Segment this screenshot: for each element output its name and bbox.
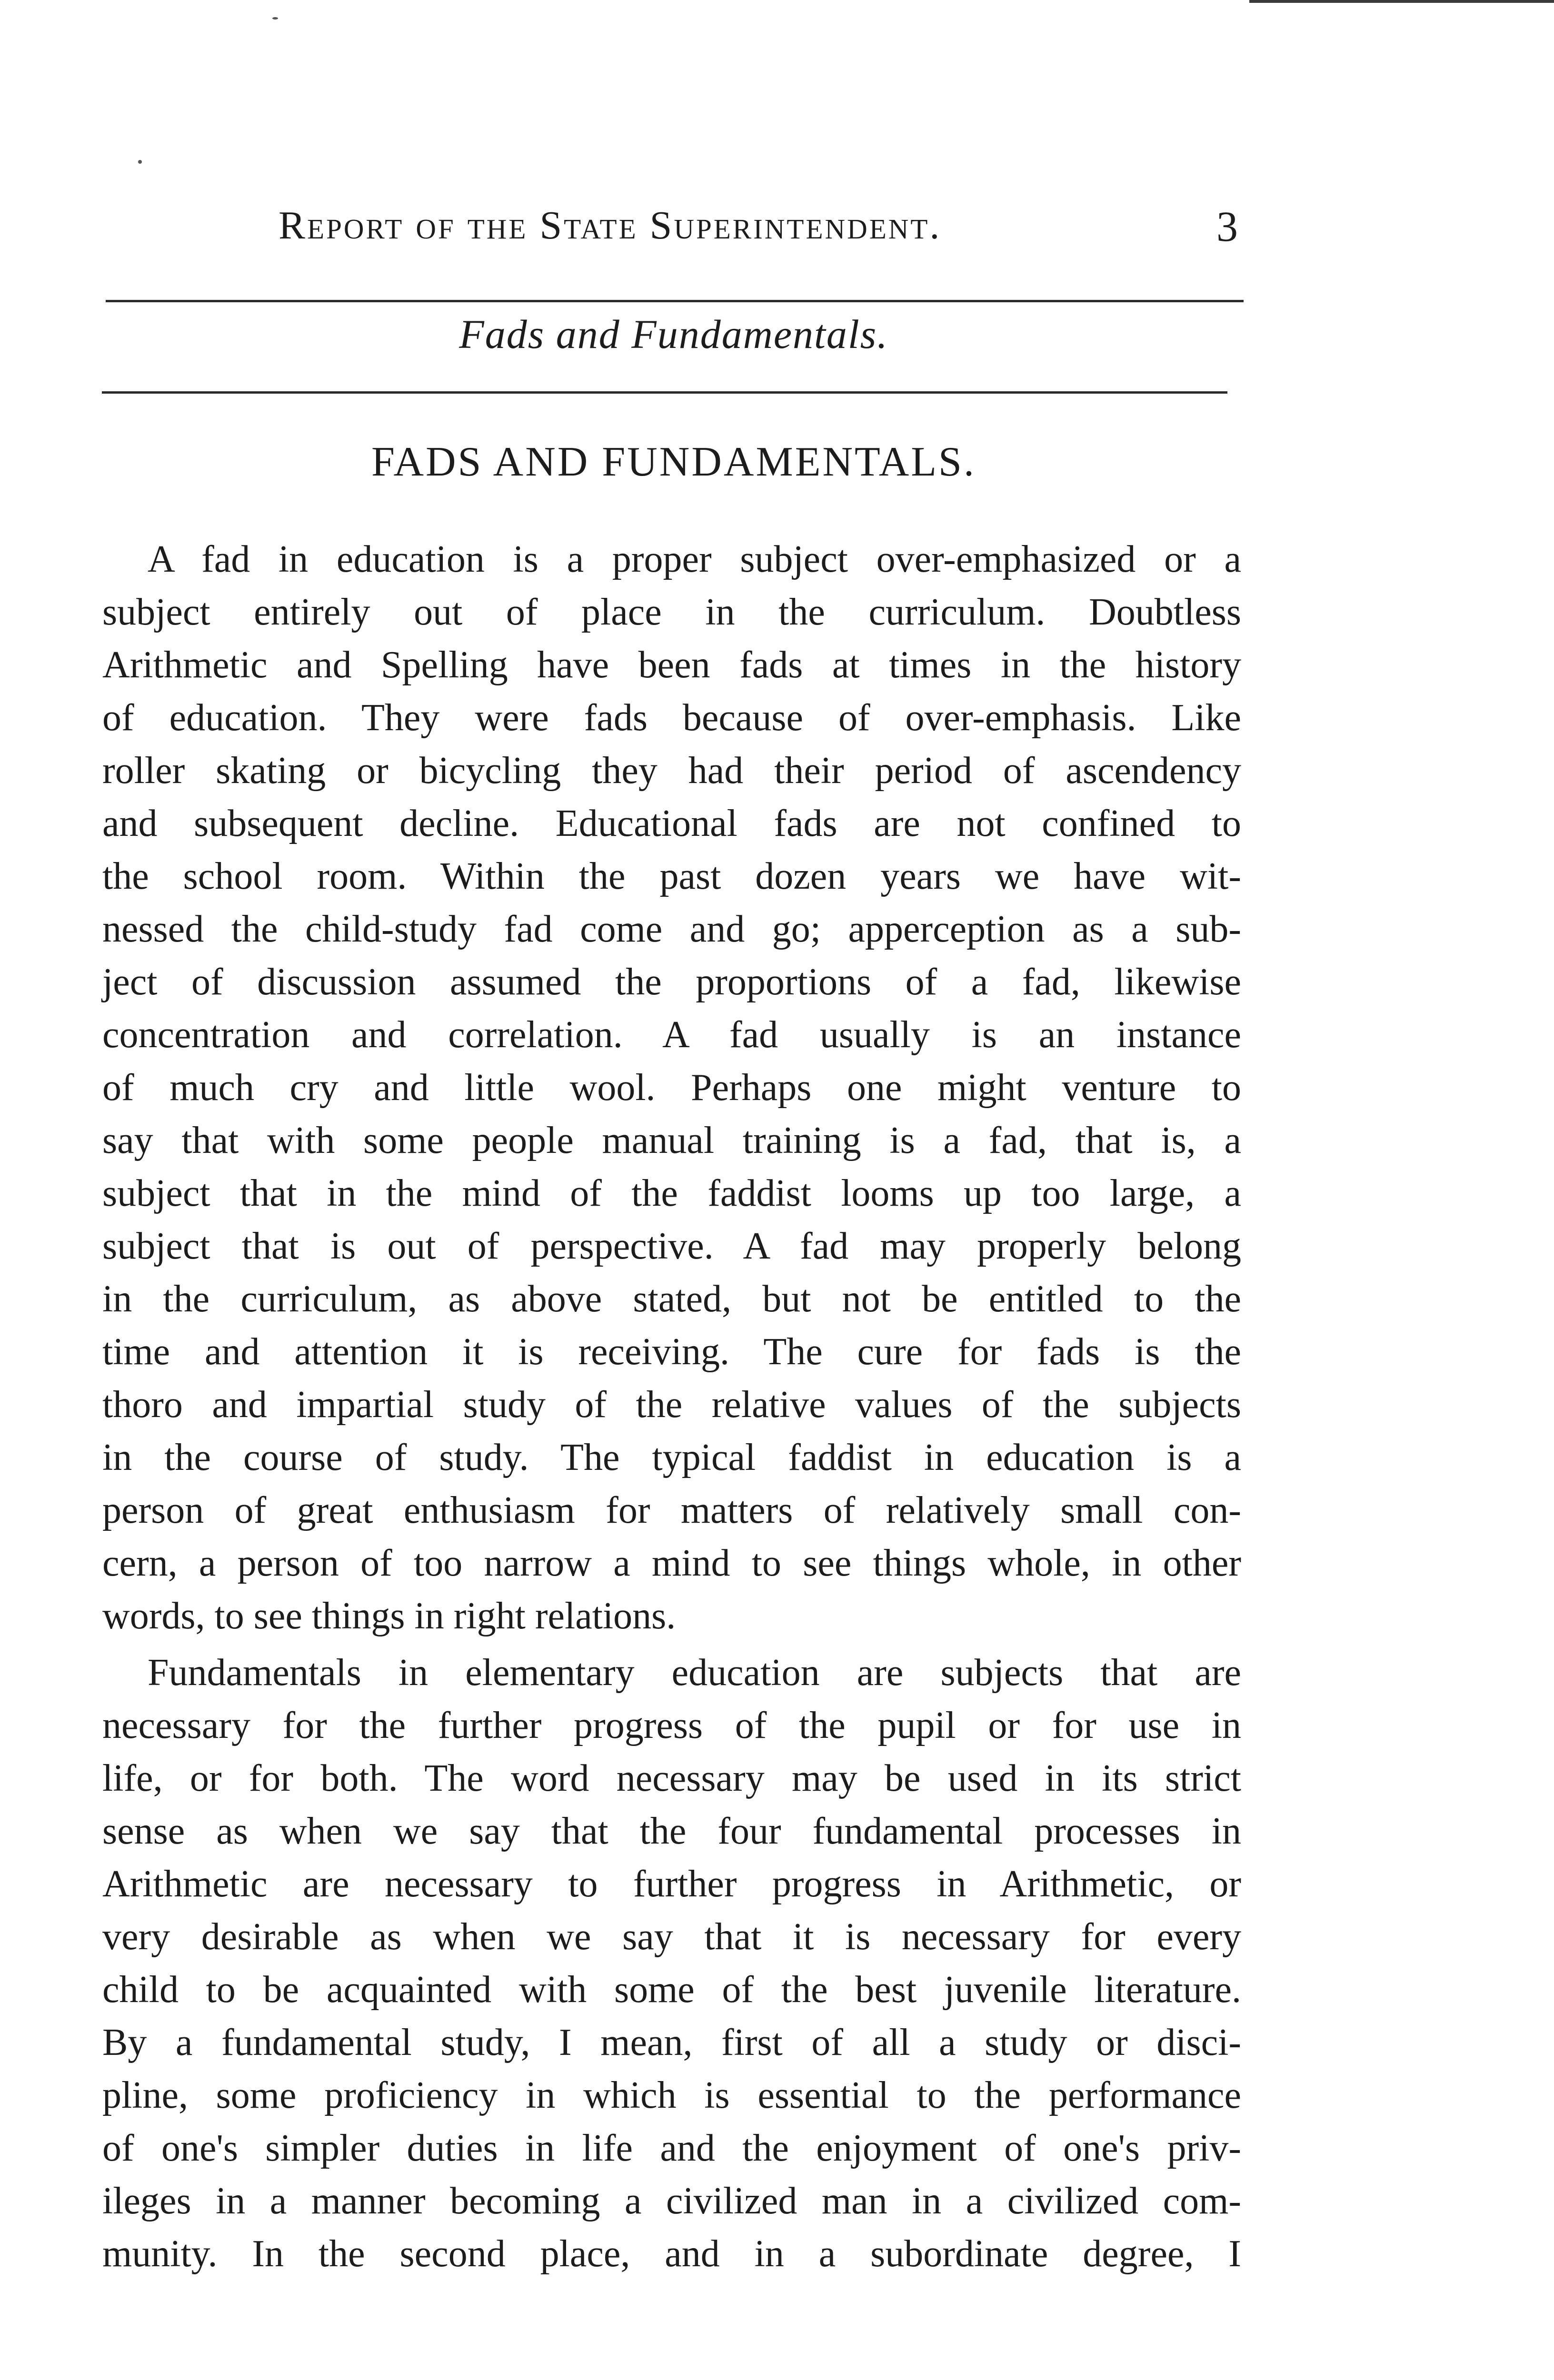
- text-line: life, or for both. The word necessary may be used in its strict: [102, 1757, 1241, 1799]
- text-line: say that with some people manual training is a fad, that is, a: [102, 1120, 1241, 1161]
- page-number: 3: [1216, 203, 1238, 250]
- section-subtitle: Fads and Fundamentals.: [459, 311, 888, 357]
- scan-speck: [138, 160, 142, 164]
- body-text: [102, 533, 1241, 2281]
- text-line: of one's simpler duties in life and the enjoyment of one's priv-: [102, 2127, 1241, 2169]
- text-line: time and attention it is receiving. The cure for fads is the: [102, 1331, 1241, 1373]
- text-line: in the course of study. The typical faddist in education is a: [102, 1437, 1241, 1478]
- text-line: child to be acquainted with some of the best juvenile literature.: [102, 1969, 1241, 2011]
- scan-speck: [272, 17, 278, 20]
- header-rule-top: [106, 300, 1244, 302]
- text-line: concentration and correlation. A fad usually is an instance: [102, 1014, 1241, 1056]
- text-line: subject that in the mind of the faddist looms up too large, a: [102, 1172, 1241, 1214]
- text-line: ileges in a manner becoming a civilized man in a civilized com-: [102, 2180, 1241, 2222]
- scan-edge-line: [1249, 0, 1554, 3]
- text-line: By a fundamental study, I mean, first of all a study or disci-: [102, 2022, 1241, 2063]
- text-line: the school room. Within the past dozen years we have wit-: [102, 855, 1241, 897]
- text-line: of education. They were fads because of over-emphasis. Like: [102, 697, 1241, 739]
- text-line: cern, a person of too narrow a mind to see things whole, in other: [102, 1542, 1241, 1584]
- text-line: ject of discussion assumed the proportions of a fad, likewise: [102, 961, 1241, 1003]
- paragraph: [102, 533, 1241, 1643]
- text-line: in the curriculum, as above stated, but not be entitled to the: [102, 1278, 1241, 1320]
- text-line: words, to see things in right relations.: [102, 1595, 676, 1637]
- text-line: Fundamentals in elementary education are subjects that are: [148, 1652, 1241, 1694]
- running-title: Report of the State Superintendent.: [279, 203, 942, 248]
- text-line: very desirable as when we say that it is necessary for every: [102, 1916, 1241, 1958]
- running-head: [279, 202, 1238, 259]
- text-line: munity. In the second place, and in a subordinate degree, I: [102, 2233, 1241, 2275]
- paragraph: [102, 1646, 1241, 2281]
- text-line: Arithmetic are necessary to further progress in Arithmetic, or: [102, 1863, 1241, 1905]
- text-line: pline, some proficiency in which is essential to the performance: [102, 2074, 1241, 2116]
- text-line: roller skating or bicycling they had their period of ascendency: [102, 750, 1241, 792]
- text-line: A fad in education is a proper subject over-emphasized or a: [148, 538, 1241, 580]
- text-line: Arithmetic and Spelling have been fads at times in the history: [102, 644, 1241, 686]
- text-line: sense as when we say that the four fundamental processes in: [102, 1810, 1241, 1852]
- text-line: subject that is out of perspective. A fad may properly belong: [102, 1225, 1241, 1267]
- text-line: and subsequent decline. Educational fads are not confined to: [102, 803, 1241, 844]
- text-line: person of great enthusiasm for matters of relatively small con-: [102, 1489, 1241, 1531]
- header-rule-bottom: [102, 391, 1227, 394]
- text-line: subject entirely out of place in the curriculum. Doubtless: [102, 591, 1241, 633]
- chapter-title: FADS AND FUNDAMENTALS.: [371, 439, 976, 485]
- text-line: of much cry and little wool. Perhaps one might venture to: [102, 1067, 1241, 1109]
- text-line: nessed the child-study fad come and go; apperception as a sub-: [102, 908, 1241, 950]
- text-line: necessary for the further progress of the pupil or for use in: [102, 1705, 1241, 1746]
- text-line: thoro and impartial study of the relative values of the subjects: [102, 1384, 1241, 1426]
